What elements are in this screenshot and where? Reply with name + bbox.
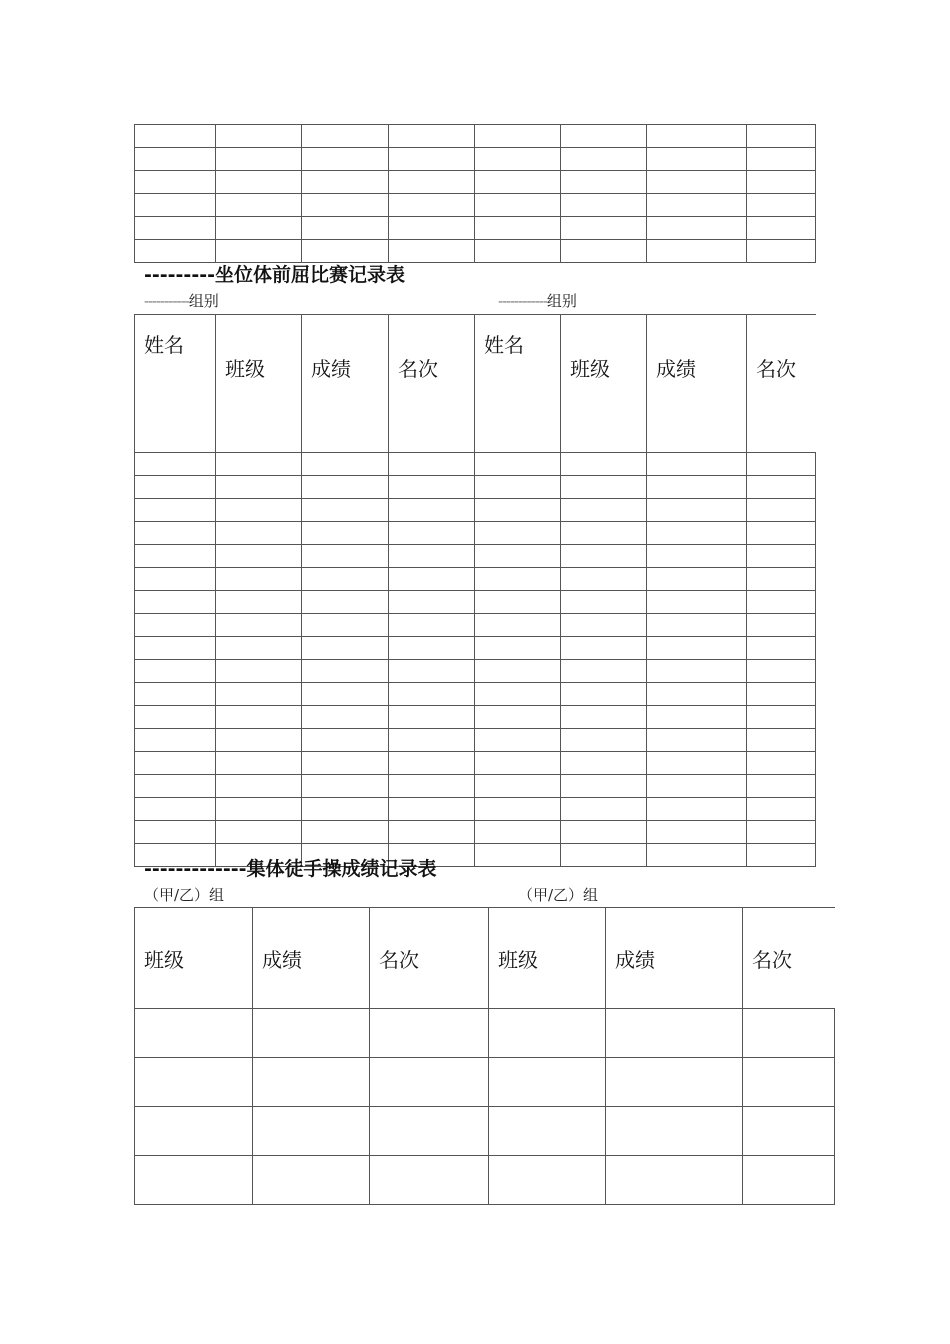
table-cell[interactable] [475,660,561,683]
table-cell[interactable] [135,1107,253,1156]
table-cell[interactable] [606,1058,743,1107]
table-cell[interactable] [302,240,389,263]
table-cell[interactable] [216,637,302,660]
table-cell[interactable] [302,499,389,522]
table-cell[interactable] [475,706,561,729]
table-row [135,171,816,194]
table-cell[interactable] [743,1156,835,1205]
table-cell[interactable] [743,1107,835,1156]
table-cell[interactable] [475,499,561,522]
header-name: 姓名 [135,315,216,453]
table-cell[interactable] [135,217,216,240]
table-cell[interactable] [561,798,647,821]
table-cell[interactable] [747,683,816,706]
table-cell[interactable] [561,148,647,171]
table-cell[interactable] [475,194,561,217]
group-exercise-record-table [134,907,835,1205]
record-table-continued [134,124,816,263]
left-group-label: （甲/乙）组 [144,886,225,904]
table-cell[interactable] [747,591,816,614]
table-cell[interactable] [135,476,216,499]
table-cell[interactable] [561,775,647,798]
table-cell[interactable] [475,683,561,706]
header-rank: 名次 [743,908,835,1009]
table-row [135,637,816,660]
table-cell[interactable] [253,1107,370,1156]
table-cell[interactable] [135,453,216,476]
header-class: 班级 [216,315,302,453]
header-score: 成绩 [302,315,389,453]
table-cell[interactable] [747,240,816,263]
table-cell[interactable] [216,821,302,844]
table-cell[interactable] [389,217,475,240]
table-cell[interactable] [370,1009,489,1058]
table-cell[interactable] [561,240,647,263]
table-cell[interactable] [389,729,475,752]
table-row [135,1009,835,1058]
table-cell[interactable] [475,545,561,568]
table-cell[interactable] [475,171,561,194]
table-cell[interactable] [475,844,561,867]
table-cell[interactable] [743,1058,835,1107]
table-cell[interactable] [747,171,816,194]
table-cell[interactable] [135,729,216,752]
table-cell[interactable] [747,148,816,171]
table-cell[interactable] [302,637,389,660]
table-row [135,522,816,545]
header-score: 成绩 [253,908,370,1009]
table-cell[interactable] [475,775,561,798]
table-cell[interactable] [216,476,302,499]
table-cell[interactable] [216,775,302,798]
table-cell[interactable] [389,775,475,798]
table-cell[interactable] [216,706,302,729]
table-cell[interactable] [647,499,747,522]
table-cell[interactable] [747,522,816,545]
table-cell[interactable] [747,798,816,821]
table-cell[interactable] [747,476,816,499]
table-cell[interactable] [135,545,216,568]
table-cell[interactable] [561,545,647,568]
table-cell[interactable] [135,591,216,614]
table-cell[interactable] [647,775,747,798]
table-row [135,821,816,844]
table-cell[interactable] [302,614,389,637]
table-cell[interactable] [135,614,216,637]
table-cell[interactable] [302,476,389,499]
table-cell[interactable] [647,171,747,194]
table-row [135,729,816,752]
table-cell[interactable] [647,125,747,148]
header-name: 姓名 [475,315,561,453]
table-row [135,125,816,148]
table-cell[interactable] [370,1058,489,1107]
table-cell[interactable] [302,798,389,821]
table-cell[interactable] [647,637,747,660]
table-cell[interactable] [302,821,389,844]
table-cell[interactable] [216,148,302,171]
table-cell[interactable] [216,545,302,568]
table-cell[interactable] [647,453,747,476]
table-cell[interactable] [389,660,475,683]
table-cell[interactable] [302,775,389,798]
table-row [135,683,816,706]
table-cell[interactable] [561,194,647,217]
table-cell[interactable] [561,522,647,545]
table-cell[interactable] [216,752,302,775]
table-row [135,660,816,683]
table-cell[interactable] [561,729,647,752]
table-cell[interactable] [747,614,816,637]
table-cell[interactable] [216,614,302,637]
table-row [135,217,816,240]
header-rank: 名次 [389,315,475,453]
table-cell[interactable] [747,637,816,660]
table-cell[interactable] [302,171,389,194]
table-row [135,706,816,729]
table-cell[interactable] [216,171,302,194]
table-cell[interactable] [253,1156,370,1205]
table-cell[interactable] [475,637,561,660]
sit-and-reach-record-table [134,314,816,867]
table-cell[interactable] [135,1156,253,1205]
table-cell[interactable] [747,568,816,591]
table-row [135,545,816,568]
header-rank: 名次 [370,908,489,1009]
table-cell[interactable] [135,522,216,545]
table-cell[interactable] [747,821,816,844]
table-cell[interactable] [647,798,747,821]
table-cell[interactable] [135,683,216,706]
table-cell[interactable] [747,217,816,240]
table-cell[interactable] [647,729,747,752]
table-cell[interactable] [135,125,216,148]
table-cell[interactable] [743,1009,835,1058]
table-cell[interactable] [561,217,647,240]
table-cell[interactable] [561,752,647,775]
table-cell[interactable] [253,1058,370,1107]
table-cell[interactable] [489,1107,606,1156]
table-cell[interactable] [647,148,747,171]
table-cell[interactable] [389,614,475,637]
table-cell[interactable] [302,217,389,240]
table-cell[interactable] [475,217,561,240]
table-cell[interactable] [747,706,816,729]
table-cell[interactable] [135,240,216,263]
header-score: 成绩 [647,315,747,453]
table-row [135,798,816,821]
table-cell[interactable] [135,706,216,729]
table-cell[interactable] [475,821,561,844]
table-row [135,775,816,798]
table-cell[interactable] [370,1156,489,1205]
table-cell[interactable] [747,729,816,752]
table-cell[interactable] [216,194,302,217]
header-rank: 名次 [747,315,816,453]
table-cell[interactable] [747,660,816,683]
table-cell[interactable] [561,660,647,683]
table-cell[interactable] [561,614,647,637]
table-cell[interactable] [302,706,389,729]
table-header-row [135,908,835,1009]
table-cell[interactable] [475,453,561,476]
table-cell[interactable] [489,1156,606,1205]
table-cell[interactable] [216,798,302,821]
table-cell[interactable] [561,125,647,148]
table-cell[interactable] [135,568,216,591]
table-cell[interactable] [489,1009,606,1058]
table-cell[interactable] [135,148,216,171]
table-cell[interactable] [389,752,475,775]
table-cell[interactable] [475,798,561,821]
table-cell[interactable] [389,568,475,591]
table-cell[interactable] [647,821,747,844]
table-cell[interactable] [216,660,302,683]
table-cell[interactable] [216,125,302,148]
table-cell[interactable] [647,752,747,775]
table-cell[interactable] [389,194,475,217]
table-cell[interactable] [647,591,747,614]
table-cell[interactable] [647,240,747,263]
header-class: 班级 [561,315,647,453]
table-cell[interactable] [747,775,816,798]
table-cell[interactable] [389,683,475,706]
table-cell[interactable] [561,476,647,499]
table-cell[interactable] [561,453,647,476]
table-cell[interactable] [389,637,475,660]
table-cell[interactable] [475,522,561,545]
sit-and-reach-title: ---------坐位体前屈比赛记录表 [144,264,405,286]
table-cell[interactable] [389,591,475,614]
table-cell[interactable] [489,1058,606,1107]
table-cell[interactable] [647,660,747,683]
table-cell[interactable] [647,706,747,729]
table-row [135,614,816,637]
table-cell[interactable] [302,545,389,568]
table-cell[interactable] [389,148,475,171]
table-cell[interactable] [302,660,389,683]
table-cell[interactable] [647,614,747,637]
table-row [135,240,816,263]
table-cell[interactable] [302,148,389,171]
table-row [135,194,816,217]
table-cell[interactable] [561,568,647,591]
table-cell[interactable] [747,499,816,522]
group-exercise-title: -------------集体徒手操成绩记录表 [144,858,437,880]
table-cell[interactable] [216,568,302,591]
table-cell[interactable] [561,821,647,844]
table-cell[interactable] [216,729,302,752]
table-cell[interactable] [253,1009,370,1058]
table-cell[interactable] [216,683,302,706]
table-cell[interactable] [302,568,389,591]
table-cell[interactable] [475,729,561,752]
table-cell[interactable] [389,522,475,545]
table-cell[interactable] [302,125,389,148]
table-cell[interactable] [647,545,747,568]
table-cell[interactable] [606,1107,743,1156]
table-cell[interactable] [475,240,561,263]
table-header-row [135,315,816,453]
right-group-label: ------------组别 [498,292,577,310]
table-cell[interactable] [561,171,647,194]
table-cell[interactable] [647,476,747,499]
table-cell[interactable] [389,499,475,522]
table-cell[interactable] [389,798,475,821]
table-cell[interactable] [135,637,216,660]
table-row [135,476,816,499]
table-cell[interactable] [475,568,561,591]
table-cell[interactable] [561,706,647,729]
table-cell[interactable] [747,194,816,217]
table-row [135,499,816,522]
table-cell[interactable] [747,752,816,775]
table-cell[interactable] [135,660,216,683]
table-cell[interactable] [216,240,302,263]
table-cell[interactable] [647,683,747,706]
table-cell[interactable] [216,591,302,614]
table-row [135,148,816,171]
table-cell[interactable] [647,194,747,217]
table-cell[interactable] [216,499,302,522]
table-cell[interactable] [561,499,647,522]
table-cell[interactable] [389,453,475,476]
header-score: 成绩 [606,908,743,1009]
header-class: 班级 [489,908,606,1009]
table-cell[interactable] [389,545,475,568]
table-cell[interactable] [647,217,747,240]
table-cell[interactable] [302,522,389,545]
table-cell[interactable] [370,1107,489,1156]
table-cell[interactable] [475,125,561,148]
table-row [135,1107,835,1156]
table-cell[interactable] [475,148,561,171]
table-row [135,752,816,775]
table-cell[interactable] [216,522,302,545]
table-cell[interactable] [389,240,475,263]
table-cell[interactable] [561,637,647,660]
table-cell[interactable] [747,545,816,568]
table-cell[interactable] [302,752,389,775]
table-cell[interactable] [647,568,747,591]
table-cell[interactable] [647,522,747,545]
table-cell[interactable] [302,591,389,614]
header-class: 班级 [135,908,253,1009]
table-cell[interactable] [135,752,216,775]
table-cell[interactable] [747,453,816,476]
table-cell[interactable] [302,194,389,217]
table-row [135,1156,835,1205]
table-cell[interactable] [389,125,475,148]
table-cell[interactable] [302,683,389,706]
table-cell[interactable] [747,125,816,148]
table-cell[interactable] [135,1058,253,1107]
table-cell[interactable] [135,775,216,798]
table-row [135,1058,835,1107]
table-cell[interactable] [135,171,216,194]
table-row [135,453,816,476]
table-cell[interactable] [302,453,389,476]
right-group-label: （甲/乙）组 [518,886,599,904]
table-cell[interactable] [561,591,647,614]
table-cell[interactable] [647,844,747,867]
table-cell[interactable] [389,171,475,194]
table-cell[interactable] [475,591,561,614]
table-cell[interactable] [216,453,302,476]
table-cell[interactable] [606,1156,743,1205]
table-row [135,568,816,591]
table-cell[interactable] [606,1009,743,1058]
table-cell[interactable] [302,729,389,752]
table-cell[interactable] [389,476,475,499]
table-cell[interactable] [389,821,475,844]
table-cell[interactable] [475,752,561,775]
left-group-label: -----------组别 [144,292,219,310]
table-cell[interactable] [747,844,816,867]
table-cell[interactable] [216,217,302,240]
table-cell[interactable] [135,821,216,844]
table-cell[interactable] [135,1009,253,1058]
table-cell[interactable] [561,844,647,867]
table-row [135,591,816,614]
table-cell[interactable] [561,683,647,706]
table-cell[interactable] [135,798,216,821]
table-cell[interactable] [389,706,475,729]
table-cell[interactable] [135,499,216,522]
table-cell[interactable] [475,614,561,637]
table-cell[interactable] [475,476,561,499]
table-cell[interactable] [135,194,216,217]
